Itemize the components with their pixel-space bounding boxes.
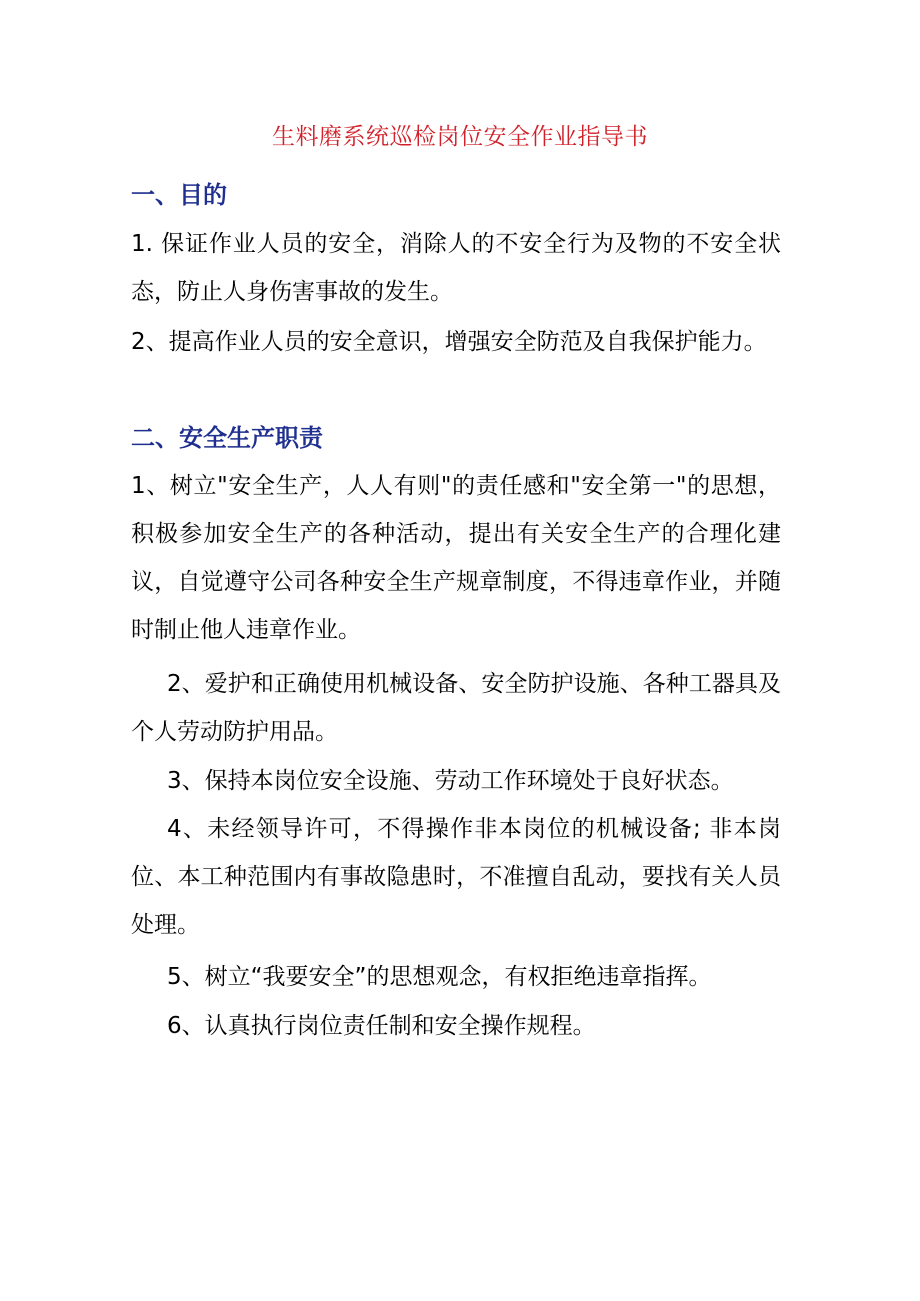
purpose-paragraph-1: 1. 保证作业人员的安全，消除人的不安全行为及物的不安全状态，防止人身伤害事故的发生。: [131, 231, 781, 305]
section-heading-responsibilities: 二、安全生产职责: [131, 424, 323, 452]
responsibility-paragraph-1: 1、树立"安全生产，人人有则"的责任感和"安全第一"的思想，积极参加安全生产的各种活动，提出有关安全生产的合理化建议，自觉遵守公司各种安全生产规章制度，不得违章作业，并随时制止他人违章作业。: [131, 473, 781, 643]
responsibility-paragraph-6: 6、认真执行岗位责任制和安全操作规程。: [167, 1013, 596, 1039]
section-heading-purpose: 一、目的: [131, 181, 227, 209]
responsibility-paragraph-2: 2、爱护和正确使用机械设备、安全防护设施、各种工器具及个人劳动防护用品。: [131, 671, 781, 745]
responsibility-paragraph-5: 5、树立“我要安全”的思想观念，有权拒绝违章指挥。: [167, 964, 712, 990]
responsibility-paragraph-4: 4、未经领导许可，不得操作非本岗位的机械设备; 非本岗位、本工种范围内有事故隐患时，不准擅自乱动，要找有关人员处理。: [131, 816, 781, 938]
purpose-paragraph-2: 2、提高作业人员的安全意识，增强安全防范及自我保护能力。: [131, 329, 767, 355]
responsibility-paragraph-3: 3、保持本岗位安全设施、劳动工作环境处于良好状态。: [167, 768, 734, 794]
document-title: 生料磨系统巡检岗位安全作业指导书: [272, 124, 648, 150]
